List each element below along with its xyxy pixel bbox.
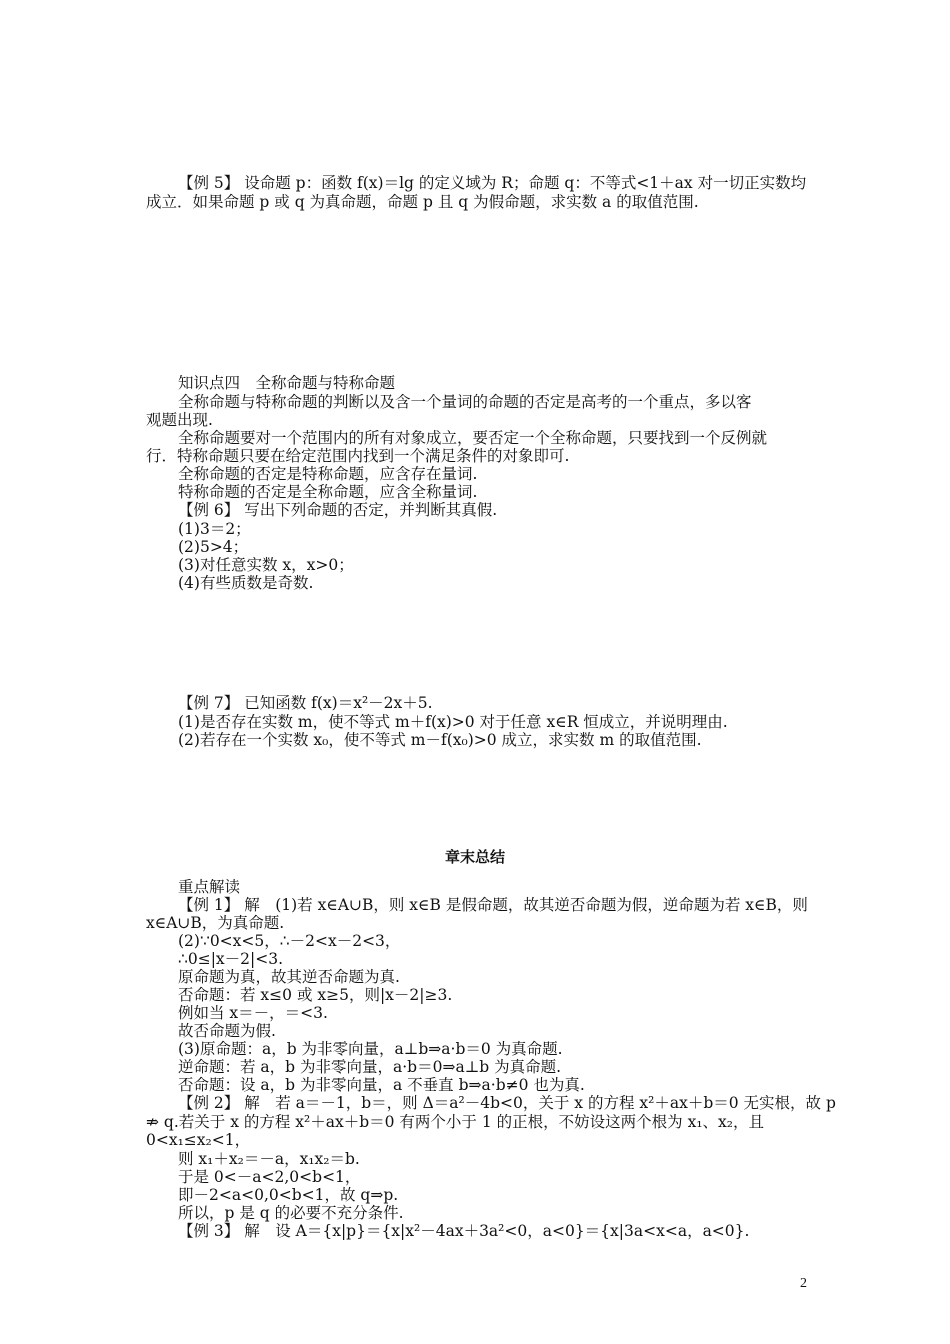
example6-item-2: (2)5>4；	[178, 538, 249, 556]
knowledge4-heading: 知识点四 全称命题与特称命题	[178, 374, 396, 392]
summary-line: 【例 3】 解 设 A＝{x|p}＝{x|x²－4ax＋3a²<0，a<0}＝{x|3a<x<a，a<0}.	[178, 1222, 750, 1240]
summary-subhead: 重点解读	[178, 878, 241, 896]
example6-item-4: (4)有些质数是奇数.	[178, 574, 314, 592]
summary-title: 章末总结	[444, 848, 505, 866]
knowledge4-p3: 全称命题的否定是特称命题，应含存在量词.	[178, 465, 478, 483]
example5-line2: 成立．如果命题 p 或 q 为真命题，命题 p 且 q 为假命题，求实数 a 的取值范围.	[146, 193, 699, 211]
summary-line: x∈A∪B，为真命题.	[146, 914, 285, 932]
summary-line: 例如当 x＝－，＝<3.	[178, 1004, 328, 1022]
knowledge4-p2b: 行．特称命题只要在给定范围内找到一个满足条件的对象即可.	[146, 447, 570, 465]
example6-head: 【例 6】 写出下列命题的否定，并判断其真假.	[178, 501, 498, 519]
summary-line: (3)原命题：a，b 为非零向量，a⊥b⇒a·b＝0 为真命题.	[178, 1040, 563, 1058]
example6-item-1: (1)3＝2；	[178, 520, 251, 538]
summary-line: 即－2<a<0,0<b<1，故 q⇒p.	[178, 1186, 399, 1204]
summary-line: 否命题：若 x≤0 或 x≥5，则|x－2|≥3.	[178, 986, 453, 1004]
summary-line: 故否命题为假.	[178, 1022, 276, 1040]
knowledge4-p1b: 观题出现.	[146, 411, 213, 429]
page-number: 2	[800, 1276, 807, 1291]
summary-line: ∴0≤|x－2|<3.	[178, 950, 284, 968]
summary-line: 则 x₁＋x₂＝－a，x₁x₂＝b.	[178, 1150, 360, 1168]
summary-line: ⇏ q.若关于 x 的方程 x²＋ax＋b＝0 有两个小于 1 的正根，不妨设这两个根为 x₁、x₂，且	[146, 1113, 764, 1131]
knowledge4-p4: 特称命题的否定是全称命题，应含全称量词.	[178, 483, 478, 501]
summary-line: 【例 2】 解 若 a＝－1，b＝，则 Δ＝a²－4b<0，关于 x 的方程 x²＋ax＋b＝0 无实根，故 p	[178, 1094, 836, 1112]
summary-line: 所以，p 是 q 的必要不充分条件.	[178, 1204, 404, 1222]
example5-line1: 【例 5】 设命题 p：函数 f(x)＝lg 的定义域为 R；命题 q：不等式<1＋ax 对一切正实数均	[178, 174, 807, 192]
example7-q2: (2)若存在一个实数 x₀，使不等式 m－f(x₀)>0 成立，求实数 m 的取值范围.	[178, 731, 702, 749]
summary-line: 逆命题：若 a，b 为非零向量，a·b＝0⇒a⊥b 为真命题.	[178, 1058, 562, 1076]
summary-line: 【例 1】 解 (1)若 x∈A∪B，则 x∈B 是假命题，故其逆否命题为假，逆命题为若 x∈B，则	[178, 896, 808, 914]
example7-q1: (1)是否存在实数 m，使不等式 m＋f(x)>0 对于任意 x∈R 恒成立，并说明理由.	[178, 713, 728, 731]
summary-line: (2)∵0<x<5，∴－2<x－2<3，	[178, 932, 401, 950]
summary-line: 原命题为真，故其逆否命题为真.	[178, 968, 400, 986]
summary-line: 否命题：设 a，b 为非零向量，a 不垂直 b⇒a·b≠0 也为真.	[178, 1076, 585, 1094]
summary-line: 于是 0<－a<2,0<b<1，	[178, 1168, 361, 1186]
knowledge4-p2a: 全称命题要对一个范围内的所有对象成立，要否定一个全称命题，只要找到一个反例就	[178, 429, 768, 447]
knowledge4-p1a: 全称命题与特称命题的判断以及含一个量词的命题的否定是高考的一个重点，多以客	[178, 393, 752, 411]
example7-head: 【例 7】 已知函数 f(x)＝x²－2x＋5.	[178, 694, 433, 712]
summary-line: 0<x₁≤x₂<1，	[146, 1131, 251, 1149]
example6-item-3: (3)对任意实数 x，x>0；	[178, 556, 354, 574]
